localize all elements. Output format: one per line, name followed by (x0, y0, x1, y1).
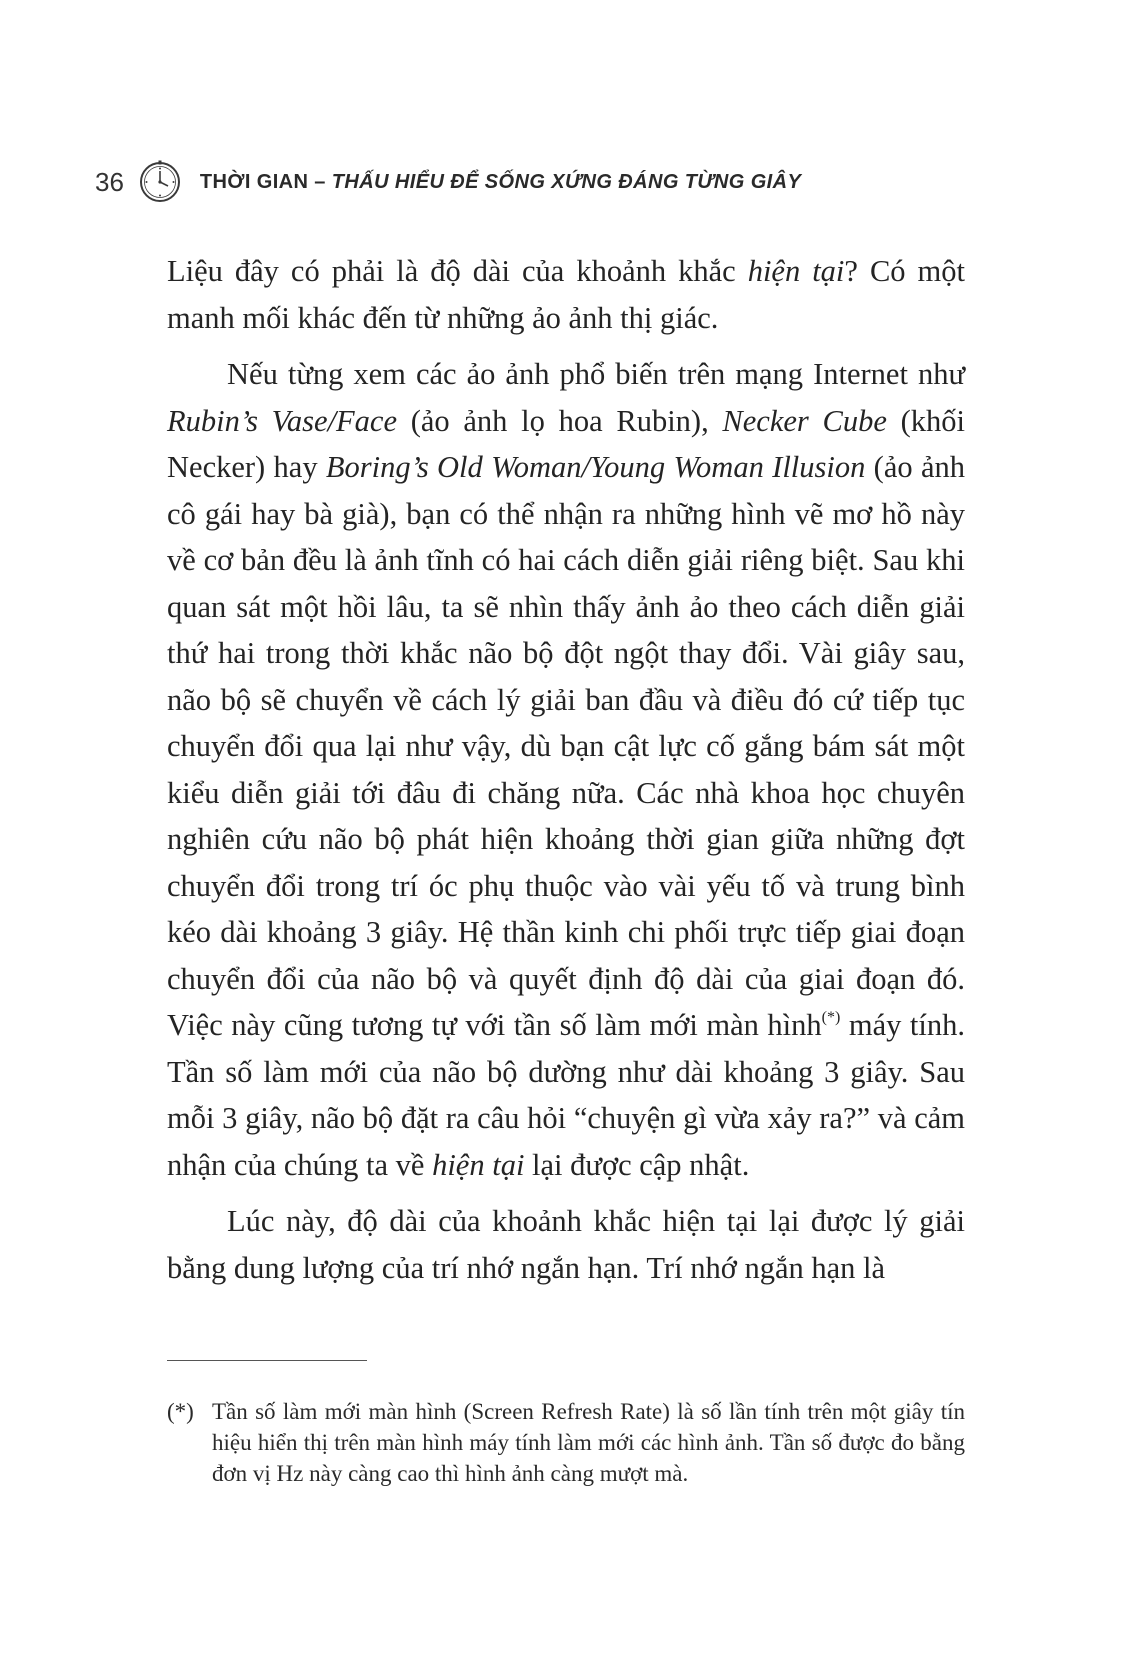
text-run: máy tính. Tần số làm mới của não bộ dường như dài khoảng 3 giây. Sau mỗi 3 giây, não bộ đặt ra câu hỏi “chuyện gì vừa xảy ra?” và cảm nhận của chúng ta về (167, 1008, 965, 1182)
text-run: ? Có một manh mối khác đến từ những ảo ảnh thị giác. (167, 254, 965, 335)
text-run: (ảo ảnh lọ hoa Rubin), (397, 403, 723, 438)
footnote-text: Tần số làm mới màn hình (Screen Refresh Rate) là số lần tính trên một giây tín hiệu hiển thị trên màn hình máy tính làm mới các hình ảnh. Tần số được đo bằng đơn vị Hz này càng cao thì hình ảnh càng mượt mà. (212, 1399, 965, 1486)
footnote-marker: (*) (167, 1399, 194, 1424)
footnote (167, 1396, 965, 1489)
page-number: 36 (95, 166, 124, 197)
running-title-main: THỜI GIAN – (199, 170, 332, 193)
paragraph-1 (167, 248, 965, 341)
text-run: (ảo ảnh cô gái hay bà già), bạn có thể nhận ra những hình vẽ mơ hồ này về cơ bản đều là ảnh tĩnh có hai cách diễn giải riêng biệt. Sau khi quan sát một hồi lâu, ta sẽ nhìn thấy ảnh ảo theo cách diễn giải thứ hai trong thời khắc não bộ đột ngột thay đổi. Vài giây sau, não bộ sẽ chuyển về cách lý giải ban đầu và điều đó cứ tiếp tục chuyển đổi qua lại như vậy, dù bạn cật lực cố gắng bám sát một kiểu diễn giải tới đâu đi chăng nữa. Các nhà khoa học chuyên nghiên cứu não bộ phát hiện khoảng thời gian giữa những đợt chuyển đổi trong trí óc phụ thuộc vào vài yếu tố và trung bình kéo dài khoảng 3 giây. Hệ thần kinh chi phối trực tiếp giai đoạn chuyển đổi của não bộ và quyết định độ dài của giai đoạn đó. Việc này cũng tương tự với tần số làm mới màn hình (167, 450, 965, 1042)
running-title (200, 171, 801, 194)
emphasis: hiện tại (432, 1147, 525, 1182)
emphasis: Necker Cube (722, 403, 887, 438)
running-header (95, 160, 995, 204)
footnote-reference: (*) (821, 1009, 841, 1026)
running-title-sub: THẤU HIỂU ĐỂ SỐNG XỨNG ĐÁNG TỪNG GIÂY (331, 170, 802, 193)
text-run: Nếu từng xem các ảo ảnh phổ biến trên mạng Internet như (227, 357, 965, 391)
emphasis: Boring’s Old Woman/Young Woman Illusion (325, 450, 866, 484)
text-run: (khối Necker) hay (167, 403, 965, 484)
emphasis: Rubin’s Vase/Face (167, 403, 398, 438)
text-run: lại được cập nhật. (524, 1147, 750, 1182)
text-run: Liệu đây có phải là độ dài của khoảnh khắc (167, 254, 748, 288)
paragraph-2 (167, 351, 965, 1188)
clock-icon (138, 160, 182, 204)
footnote-divider (167, 1360, 367, 1361)
paragraph-3: Lúc này, độ dài của khoảnh khắc hiện tại lại được lý giải bằng dung lượng của trí nhớ ngắn hạn. Trí nhớ ngắn hạn là (167, 1204, 965, 1285)
emphasis: hiện tại (747, 254, 845, 288)
body-text (167, 248, 965, 1301)
